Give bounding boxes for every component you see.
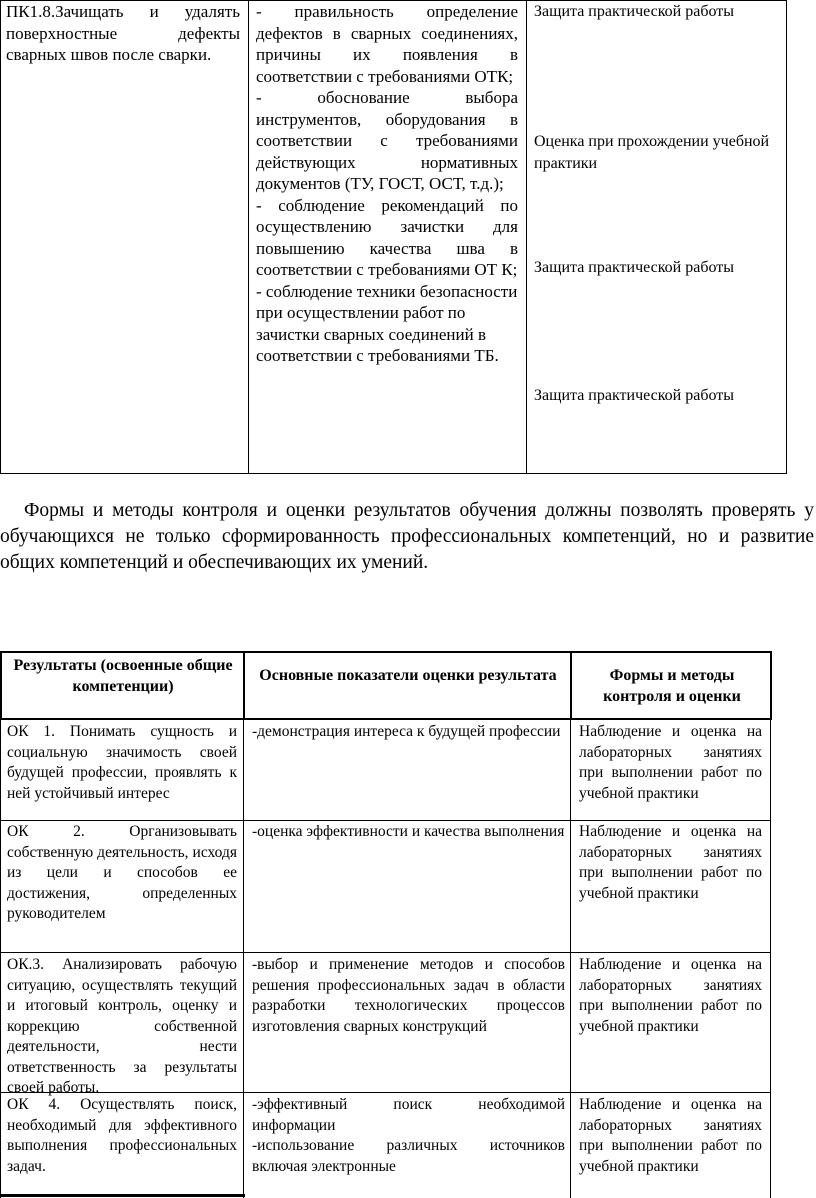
first-column-bottom-border [0, 1194, 245, 1197]
table-border-right [786, 0, 787, 474]
assessment-form-item: Защита практической работы [534, 259, 735, 276]
result-cell: ОК 1. Понимать сущность и социальную значимость своей будущей профессии, проявлять к ней устойчивый интерес [7, 723, 237, 802]
assessment-form-item: Защита практической работы [534, 387, 735, 404]
header-divider-2 [570, 651, 572, 719]
assessment-form-item: Оценка при прохождении учебной практики [534, 133, 770, 172]
form-cell: Наблюдение и оценка на лабораторных занятиях при выполнении работ по учебной практики [579, 1096, 762, 1175]
criteria-cell [256, 1, 518, 367]
result-cell: ОК.3. Анализировать рабочую ситуацию, осуществлять текущий и итоговый контроль, оценку и коррекцию собственной деятельности, нести ответственность за результаты своей работы. [7, 956, 237, 1096]
criteria-item: - обоснование выбора инструментов, оборудования в соответствии с требованиями действующих нормативных документов (ТУ, ГОСТ, ОСТ, т.д.); [256, 88, 518, 193]
header-border-left [0, 651, 2, 719]
row-divider [0, 820, 771, 821]
result-cell: ОК 2. Организовывать собственную деятельность, исходя из цели и способов ее достижения, определенных руководителем [7, 823, 237, 922]
header-divider-1 [243, 651, 245, 719]
header-border-top [0, 651, 772, 653]
table-border-left [0, 0, 1, 474]
indicator-cell: -эффективный поиск необходимой информации -использование различных источников включая электронные [252, 1096, 565, 1175]
form-cell: Наблюдение и оценка на лабораторных занятиях при выполнении работ по учебной практики [579, 723, 762, 802]
body-divider-2 [570, 720, 571, 1198]
competency-table-pk18 [0, 0, 787, 474]
competency-code-cell: ПК1.8.Зачищать и удалять поверхностные дефекты сварных швов после сварки. [6, 2, 240, 64]
assessment-form-item: Защита практической работы [534, 3, 735, 20]
indicator-cell: -оценка эффективности и качества выполнения [252, 823, 565, 840]
header-border-bottom [0, 718, 772, 720]
criteria-item: - соблюдение техники безопасности при осуществлении работ по зачистки сварных соединений в соответствии с требованиями ТБ. [256, 281, 518, 365]
form-cell: Наблюдение и оценка на лабораторных занятиях при выполнении работ по учебной практики [579, 823, 762, 902]
table-divider-1 [248, 0, 249, 474]
header-forms: Формы и методы контроля и оценки [603, 667, 741, 705]
body-border-left [0, 720, 1, 1198]
indicator-cell: -выбор и применение методов и способов решения профессиональных задач в области разработки технологических процессов изготовления сварных конструкций [252, 956, 565, 1035]
general-competencies-table [0, 651, 816, 1198]
indicator-cell: -демонстрация интереса к будущей профессии [252, 723, 561, 740]
result-cell: ОК 4. Осуществлять поиск, необходимый для эффективного выполнения профессиональных задач. [7, 1096, 237, 1175]
criteria-item: - правильность определение дефектов в сварных соединениях, причины их появления в соответствии с требованиями ОТК; [256, 2, 518, 86]
paragraph-text: Формы и методы контроля и оценки результатов обучения должны позволять проверять у обучающихся не только сформированность профессиональных компетенций, но и развитие общих компетенций и обеспечивающих их умений. [0, 500, 814, 573]
form-cell: Наблюдение и оценка на лабораторных занятиях при выполнении работ по учебной практики [579, 956, 762, 1035]
criteria-item: - соблюдение рекомендаций по осуществлению зачистки для повышению качества шва в соответствии с требованиями ОТ К; [256, 195, 518, 279]
row-divider [0, 952, 771, 953]
body-border-right [770, 720, 771, 1198]
header-indicators: Основные показатели оценки результата [259, 667, 557, 684]
table-divider-2 [526, 0, 527, 474]
header-border-right [770, 651, 772, 719]
table-border-bottom [0, 473, 787, 474]
body-paragraph [0, 498, 814, 576]
header-results: Результаты (освоенные общие компетенции) [13, 657, 233, 695]
body-divider-1 [243, 720, 244, 1198]
